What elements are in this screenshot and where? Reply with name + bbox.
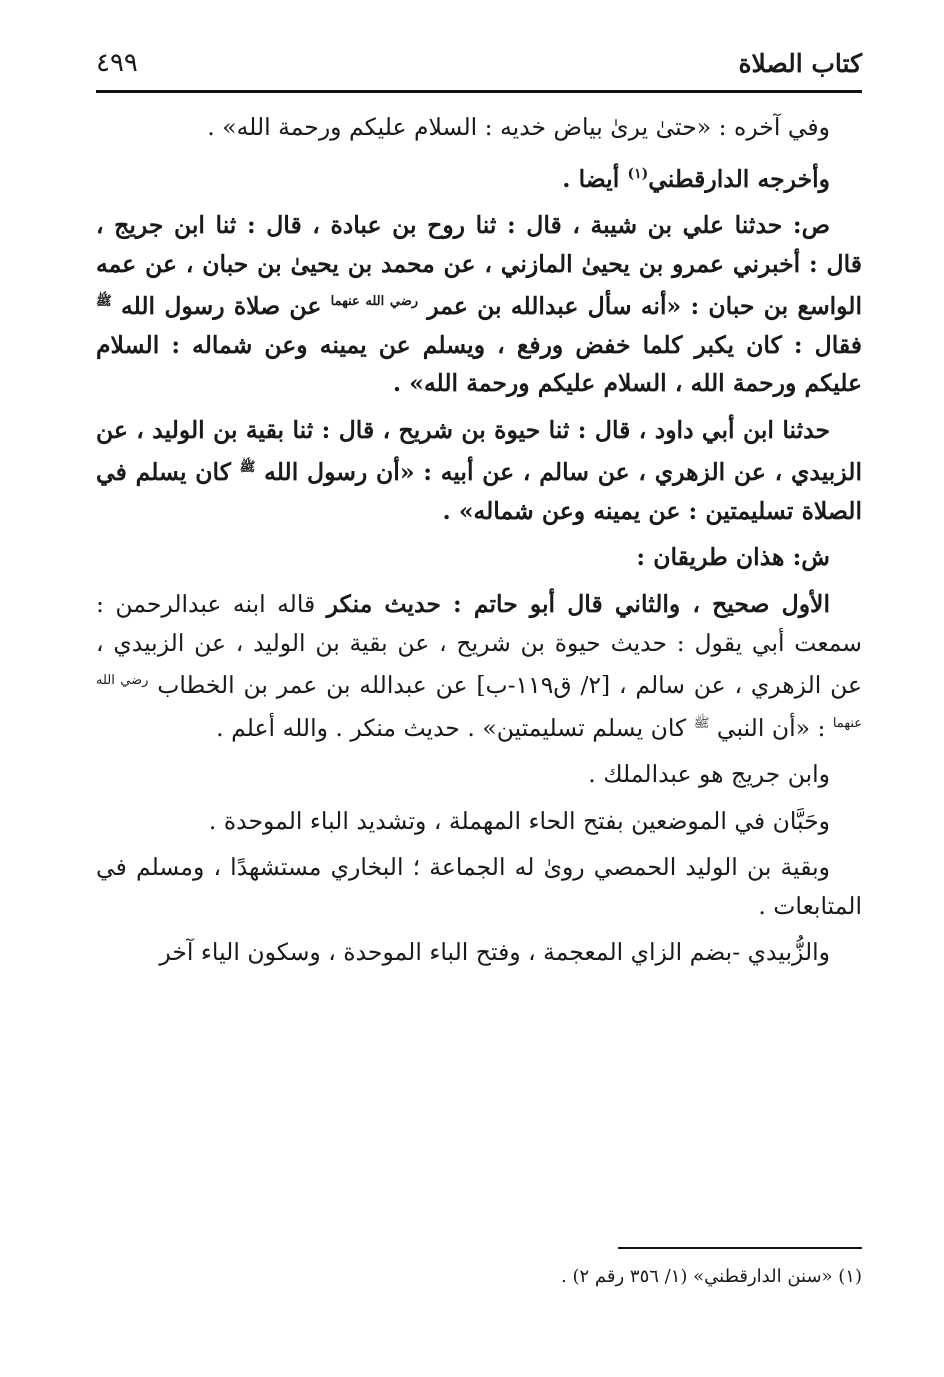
- paragraph-7: وابن جريج هو عبدالملك .: [588, 760, 830, 789]
- footnote-marker: (١): [627, 165, 649, 182]
- chapter-title: كتاب الصلاة: [738, 48, 862, 78]
- commentary-text-a: قاله ابنه عبدالرحمن : سمعت أبي يقول : حديث حيوة بن شريح ، عن بقية بن الوليد ، عن الزبيدي ، عن الزهري ، عن سالم ، [٢/ ق١١٩-ب] عن عبدالله بن عمر بن الخطاب: [96, 590, 862, 700]
- footnote: (١) «سنن الدارقطني» (١/ ٣٥٦ رقم ٢) .: [561, 1266, 862, 1287]
- hadith-1-text-b: عن صلاة رسول الله: [111, 292, 331, 321]
- paragraph-commentary-label: ش: هذان طريقان :: [636, 543, 830, 572]
- paragraph-8: وحَبَّان في الموضعين بفتح الحاء المهملة ، وتشديد الباء الموحدة .: [208, 806, 830, 835]
- honorific-glyph: رضي الله عنهما: [96, 673, 862, 731]
- paragraph-2-text: وأخرجه الدارقطني: [648, 164, 830, 193]
- paragraph-9: وبقية بن الوليد الحمصي روىٰ له الجماعة ؛ البخاري مستشهدًا ، ومسلم في المتابعات .: [96, 853, 862, 920]
- honorific-glyph: رضي الله عنهما: [330, 294, 419, 310]
- honorific-glyph: ﷺ: [693, 715, 710, 731]
- hadith-1-text-a: حدثنا علي بن شيبة ، قال : ثنا روح بن عبادة ، قال : ثنا ابن جريج ، قال : أخبرني عمرو بن يحيىٰ المازني ، عن محمد بن يحيىٰ بن حبان ، عن عمه الواسع بن حبان : «أنه سأل عبدالله بن عمر: [96, 211, 862, 321]
- page-number: ٤٩٩: [96, 48, 138, 78]
- paragraph-2-tail: أيضا .: [562, 164, 628, 193]
- commentary-text-b: : «أن النبي: [709, 713, 833, 742]
- section-label-sad: ص:: [792, 211, 830, 240]
- paragraph-1: وفي آخره : «حتىٰ يرىٰ بياض خديه : السلام عليكم ورحمة الله» .: [207, 113, 830, 141]
- hadith-1-text-c: فقال : كان يكبر كلما خفض ورفع ، ويسلم عن يمينه وعن شماله : السلام عليكم ورحمة الله ، السلام عليكم ورحمة الله» .: [96, 330, 862, 398]
- header-rule: [96, 90, 862, 93]
- hadith-2-text-a: حدثنا ابن أبي داود ، قال : ثنا حيوة بن شريح ، قال : ثنا بقية بن الوليد ، عن الزبيدي ، عن الزهري ، عن سالم ، عن أبيه : «أن رسول الله: [96, 415, 862, 487]
- main-text: [96, 108, 862, 972]
- paragraph-10: والزُّبيدي -بضم الزاي المعجمة ، وفتح الباء الموحدة ، وسكون الياء آخر: [159, 938, 830, 967]
- hadith-2-text-b: كان يسلم في الصلاة تسليمتين : عن يمينه وعن شماله» .: [96, 458, 862, 525]
- page-header: [96, 38, 862, 88]
- honorific-glyph: ﷺ: [96, 294, 112, 310]
- paragraph-commentary: [96, 585, 862, 747]
- commentary-text-c: كان يسلم تسليمتين» . حديث منكر . والله أعلم .: [216, 713, 694, 742]
- footnote-rule: [618, 1247, 862, 1249]
- paragraph-hadith-2: [96, 411, 862, 531]
- paragraph-hadith-1: [96, 206, 862, 403]
- paragraph-2: [96, 155, 862, 198]
- honorific-glyph: ﷺ: [239, 460, 256, 476]
- commentary-bold: الأول صحيح ، والثاني قال أبو حاتم : حديث منكر: [326, 590, 830, 619]
